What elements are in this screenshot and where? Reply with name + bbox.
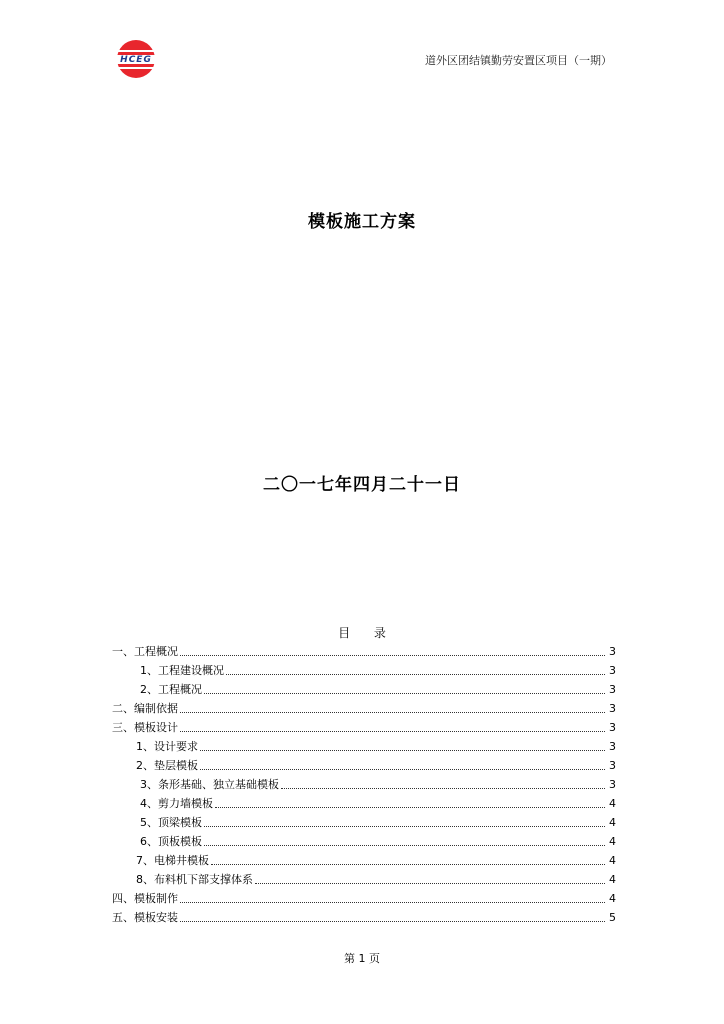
toc-item-label: 2、垫层模板	[136, 759, 198, 772]
toc-item-page: 3	[609, 683, 616, 696]
toc-item[interactable]	[112, 870, 616, 889]
toc-item-label: 8、布料机下部支撑体系	[136, 873, 253, 886]
table-of-contents	[112, 642, 616, 927]
toc-item[interactable]	[112, 661, 616, 680]
toc-item-label: 三、模板设计	[112, 721, 178, 734]
company-logo	[110, 38, 162, 80]
toc-item-page: 3	[609, 702, 616, 715]
toc-item[interactable]	[112, 756, 616, 775]
toc-item[interactable]	[112, 737, 616, 756]
toc-item-label: 5、顶梁模板	[140, 816, 202, 829]
toc-item[interactable]	[112, 908, 616, 927]
toc-item-label: 二、编制依据	[112, 702, 178, 715]
toc-item-label: 四、模板制作	[112, 892, 178, 905]
toc-item-label: 7、电梯井模板	[136, 854, 209, 867]
toc-item-page: 4	[609, 854, 616, 867]
toc-item-label: 一、工程概况	[112, 645, 178, 658]
toc-item-page: 3	[609, 664, 616, 677]
toc-item-page: 4	[609, 873, 616, 886]
toc-item[interactable]	[112, 851, 616, 870]
toc-item[interactable]	[112, 813, 616, 832]
toc-item-label: 五、模板安装	[112, 911, 178, 924]
toc-item-page: 3	[609, 645, 616, 658]
toc-item-page: 5	[609, 911, 616, 924]
toc-item-label: 3、条形基础、独立基础模板	[140, 778, 279, 791]
document-date: 二〇一七年四月二十一日	[263, 475, 461, 495]
toc-item[interactable]	[112, 642, 616, 661]
toc-item[interactable]	[112, 680, 616, 699]
toc-item-page: 4	[609, 816, 616, 829]
toc-heading: 目 录	[338, 626, 396, 640]
toc-item[interactable]	[112, 718, 616, 737]
toc-item[interactable]	[112, 699, 616, 718]
toc-item[interactable]	[112, 794, 616, 813]
toc-item-page: 3	[609, 759, 616, 772]
toc-item[interactable]	[112, 775, 616, 794]
page-number: 第 1 页	[344, 952, 380, 965]
toc-item-page: 4	[609, 835, 616, 848]
toc-item-label: 1、设计要求	[136, 740, 198, 753]
project-name: 道外区团结镇勤劳安置区项目（一期）	[425, 54, 612, 67]
toc-item-label: 2、工程概况	[140, 683, 202, 696]
document-title: 模板施工方案	[308, 212, 416, 232]
toc-item-label: 1、工程建设概况	[140, 664, 224, 677]
toc-item[interactable]	[112, 889, 616, 908]
toc-item-page: 3	[609, 740, 616, 753]
hceg-logo-icon	[110, 38, 162, 80]
toc-item-page: 3	[609, 721, 616, 734]
toc-item-label: 4、剪力墙模板	[140, 797, 213, 810]
svg-text:HCEG: HCEG	[120, 55, 152, 65]
toc-item[interactable]	[112, 832, 616, 851]
toc-item-page: 4	[609, 797, 616, 810]
toc-item-page: 4	[609, 892, 616, 905]
toc-item-page: 3	[609, 778, 616, 791]
toc-item-label: 6、顶板模板	[140, 835, 202, 848]
